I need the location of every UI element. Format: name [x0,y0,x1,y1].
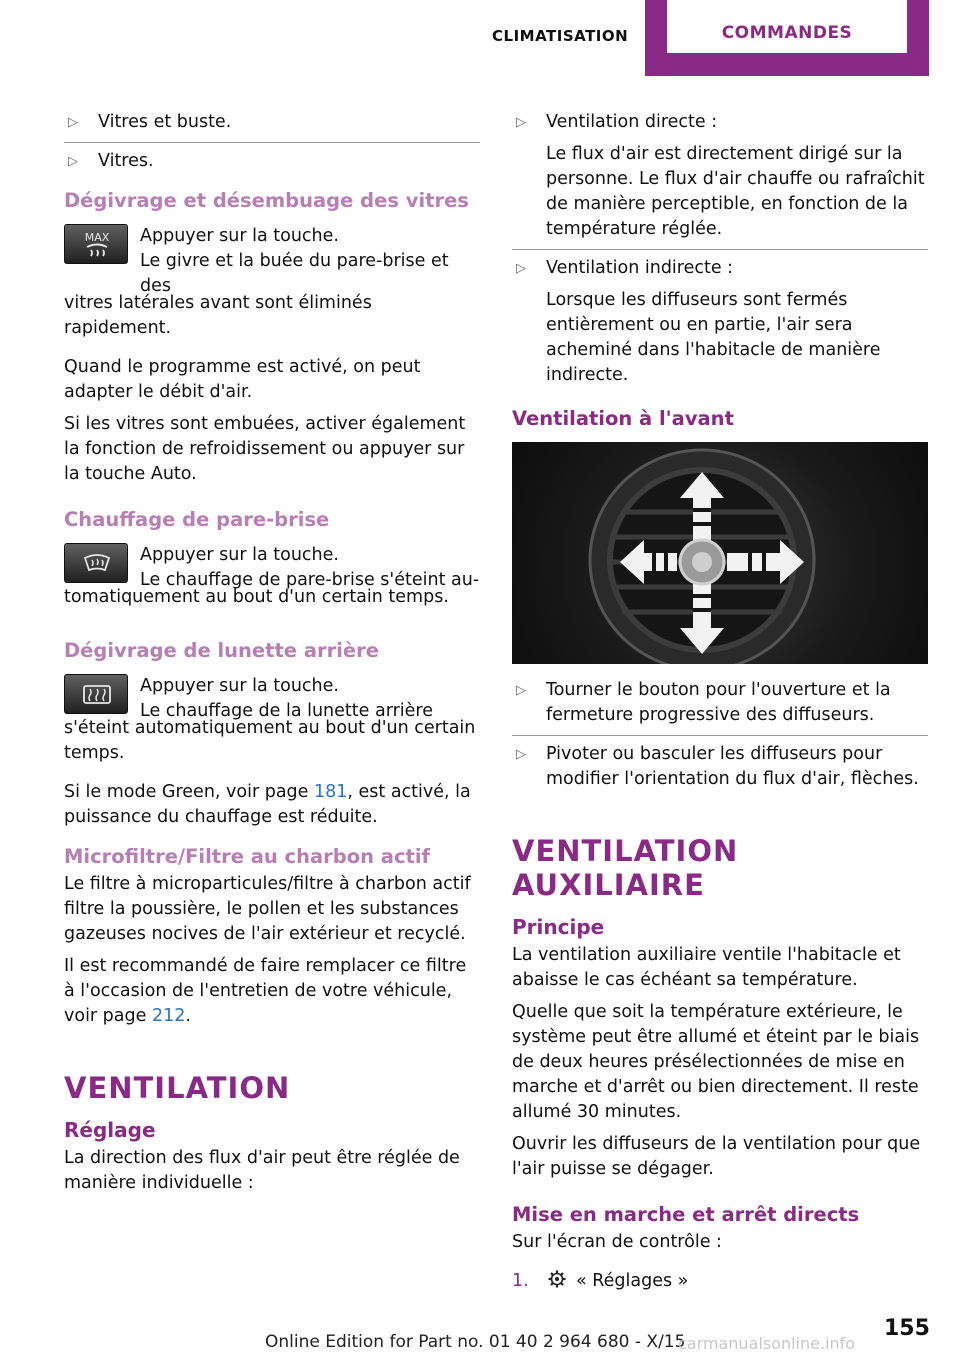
paragraph: Quelle que soit la température extérieure, le système peut être allumé et éteint par le biais de deux heures présélectionnées de mise en marche et d'arrêt ou bien directement. Il reste allumé 30 minutes. [512,1002,920,1122]
left-column [64,110,480,1203]
paragraph: Ouvrir les diffuseurs de la ventilation pour que l'air puisse se dégager. [512,1134,921,1179]
air-vent-illustration [512,442,928,664]
max-defrost-button-icon [64,224,128,264]
windshield-heat-button-icon [64,543,128,583]
svg-text:MAX: MAX [84,231,110,244]
defrost-desc: Le givre et la buée du pare-brise et des [140,251,449,296]
triangle-bullet-icon: ▷ [516,115,526,130]
list-item: ▷ Ventilation directe : Le flux d'air est directement dirigé sur la personne. Le flux d'air chauffe ou rafraîchit de manière perceptible, en fonction de la température réglée. [516,112,925,239]
rear-defrost-button-icon [64,674,128,714]
edition-note: Online Edition for Part no. 01 40 2 964 680 - X/15 [265,1332,686,1352]
paragraph: Si le mode Green, voir page 181, est activé, la puissance du chauffage est réduite. [64,782,471,827]
paragraph: La ventilation auxiliaire ventile l'habitacle et abaisse le cas échéant sa température. [512,945,901,990]
triangle-bullet-icon: ▷ [516,261,526,276]
right-column [512,110,928,1294]
defrost-desc-cont: vitres latérales avant sont éliminés rapidement. [64,293,372,338]
rear-heading: Dégivrage de lunette arrière [64,639,379,662]
list-item [512,1269,928,1294]
windshield-heading: Chauffage de pare-brise [64,508,330,531]
air-vent-photo [512,442,928,664]
triangle-bullet-icon: ▷ [68,154,78,169]
step-text: « Réglages » [576,1271,689,1291]
settings-gear-icon [546,1269,568,1289]
divider [64,142,480,143]
list-item: ▷ Tourner le bouton pour l'ouverture et la fermeture progressive des diffuseurs. [516,680,891,725]
rear-desc-cont: s'éteint automatiquement au bout d'un certain temps. [64,718,476,763]
paragraph: Si les vitres sont embuées, activer également la fonction de refroidissement ou appuyer sur la touche Auto. [64,414,466,484]
triangle-bullet-icon: ▷ [516,747,526,762]
paragraph: Il est recommandé de faire remplacer ce filtre à l'occasion de l'entretien de votre véhicule, voir page 212. [64,956,467,1026]
header-tab-label: COMMANDES [721,23,853,43]
windshield-row [64,543,480,593]
page-link[interactable]: 212 [151,1006,186,1026]
header-section [470,0,640,76]
windshield-desc-cont: tomatiquement au bout d'un certain temps. [64,587,449,607]
triangle-bullet-icon: ▷ [516,683,526,698]
list-item: ▷ Vitres. [64,149,480,174]
front-vent-heading: Ventilation à l'avant [512,407,734,430]
press-text: Appuyer sur la touche. [140,226,339,246]
triangle-bullet-icon: ▷ [68,115,78,130]
windshield-desc: Le chauffage de pare-brise s'éteint au- [140,570,480,590]
header-tab-inner [667,0,907,53]
page-number: 155 [884,1316,930,1341]
page-link[interactable]: 181 [314,782,348,802]
list-item: ▷ Pivoter ou basculer les diffuseurs pour modifier l'orientation du flux d'air, flèches. [516,744,919,789]
subsection-heading: Réglage [64,1118,156,1142]
rear-row [64,674,480,724]
divider [512,249,928,250]
paragraph: La direction des flux d'air peut être réglée de manière individuelle : [64,1148,460,1193]
direct-on-off-heading: Mise en marche et arrêt directs [512,1203,860,1226]
press-text: Appuyer sur la touche. [140,676,339,696]
watermark: carmanualsonline.info [678,1334,856,1353]
defrost-heading: Dégivrage et désembuage des vitres [64,189,469,212]
section-heading: VENTILATION AUXILIAIRE [512,834,739,902]
paragraph: Quand le programme est activé, on peut adapter le débit d'air. [64,357,421,402]
paragraph: Sur l'écran de contrôle : [512,1232,722,1252]
max-defrost-row [64,224,480,299]
step-number: 1. [512,1271,529,1291]
rear-desc: Le chauffage de la lunette arrière [140,701,433,721]
header-section-label: CLIMATISATION [492,27,629,45]
press-text: Appuyer sur la touche. [140,545,339,565]
list-item: ▷ Vitres et buste. [64,110,480,135]
paragraph: Le filtre à microparticules/filtre à charbon actif filtre la poussière, le pollen et les substances gazeuses nocives de l'air extérieur et recyclé. [64,874,471,944]
filter-heading: Microfiltre/Filtre au charbon actif [64,845,431,868]
subsection-heading: Principe [512,915,605,939]
section-heading: VENTILATION [64,1071,291,1105]
header-tab[interactable] [645,0,929,76]
list-item: ▷ Ventilation indirecte : Lorsque les diffuseurs sont fermés entièrement ou en partie, l'air sera acheminé dans l'habitacle de manière indirecte. [516,258,881,385]
divider [512,735,928,736]
